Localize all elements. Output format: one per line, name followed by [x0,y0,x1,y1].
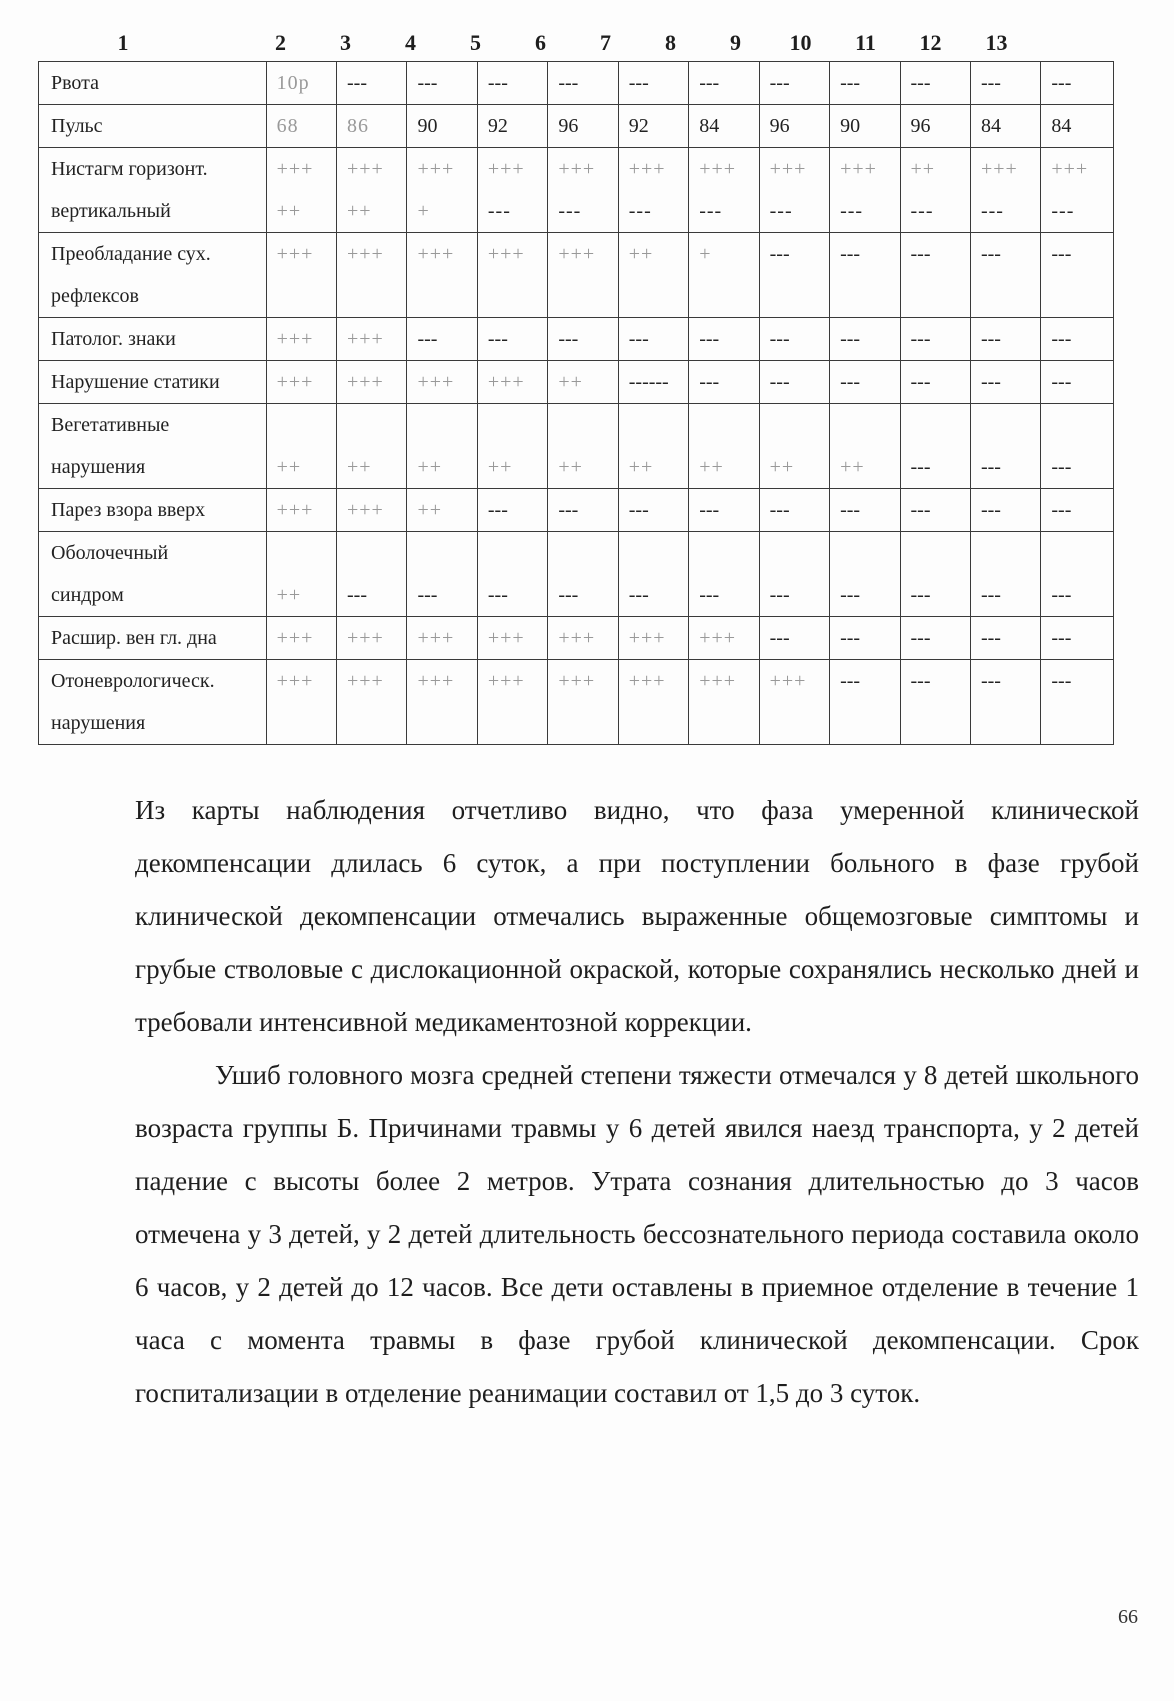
cell-line: ++ [910,158,936,180]
row-label-line: Вегетативные [51,414,170,436]
table-cell: --- [477,62,547,105]
table-cell: ++ [266,404,336,489]
cell-line: +++ [276,158,314,180]
table-cell [830,148,900,233]
column-number: 2 [275,30,286,55]
table-cell: 96 [548,105,618,148]
table-row [39,105,1114,148]
row-label-line: Расшир. вен гл. дна [51,627,217,649]
table-cell: +++ [407,660,477,745]
table-cell: 92 [618,105,688,148]
table-cell: --- [689,318,759,361]
table-cell: ------ [618,361,688,404]
table-cell: +++ [266,617,336,660]
row-label-line: Нарушение статики [51,371,220,393]
table-cell [1041,148,1114,233]
table-cell: --- [759,318,829,361]
cell-line: --- [558,200,582,222]
table-cell: --- [548,62,618,105]
paragraph: Ушиб головного мозга средней степени тяжести отмечался у 8 детей школьного возраста группы Б. Причинами травмы у 6 детей явился наезд транспорта, у 2 детей падение с высоты более 2 метров. Утрата сознания длительностью до 3 часов отмечена у 3 детей, у 2 детей длительность бессознательного периода составила около 6 часов, у 2 детей до 12 часов. Все дети оставлены в приемное отделение в течение 1 часа с момента травмы в фазе грубой клинической декомпенсации. Срок госпитализации в отделение реанимации составил от 1,5 до 3 суток. [135,1060,1139,1408]
table-cell: --- [970,617,1040,660]
table-cell: --- [1041,62,1114,105]
table-cell: --- [618,489,688,532]
table-row [39,404,1114,489]
table-cell: --- [1041,361,1114,404]
row-label-line: синдром [51,584,124,606]
row-label [39,62,267,105]
table-cell: ++ [689,404,759,489]
table-cell: +++ [477,233,547,318]
cell-line: --- [840,200,864,222]
table-cell: 96 [900,105,970,148]
row-label-line: Оболочечный [51,542,169,564]
table-cell [900,148,970,233]
row-label [39,361,267,404]
table-cell: ++ [548,361,618,404]
column-number: 11 [855,30,876,55]
table-cell: --- [1041,489,1114,532]
row-label [39,489,267,532]
cell-line: +++ [769,158,807,180]
table-cell: --- [830,62,900,105]
cell-line: ++ [347,200,372,222]
cell-line: +++ [980,158,1018,180]
table-cell: +++ [548,660,618,745]
column-number: 6 [535,30,546,55]
observation-table [38,61,1114,745]
row-label-line: Патолог. знаки [51,328,176,350]
table-cell: + [689,233,759,318]
table-cell: --- [618,62,688,105]
cell-line: +++ [699,158,737,180]
table-cell: --- [407,318,477,361]
table-row [39,489,1114,532]
table-cell [407,148,477,233]
cell-line: +++ [487,158,525,180]
table-cell: --- [477,318,547,361]
table-cell: --- [618,318,688,361]
table-cell: --- [407,62,477,105]
table-cell: +++ [266,361,336,404]
table-cell: --- [830,532,900,617]
cell-line: --- [487,200,511,222]
table-cell: +++ [618,660,688,745]
table-cell: +++ [337,660,407,745]
table-row [39,62,1114,105]
table-cell: --- [970,62,1040,105]
table-cell: +++ [266,489,336,532]
table-cell: ++ [618,404,688,489]
table-cell: --- [689,532,759,617]
table-cell: +++ [548,233,618,318]
table-cell: +++ [618,617,688,660]
table-cell: --- [618,532,688,617]
row-label [39,148,267,233]
cell-line: --- [980,200,1004,222]
cell-line: +++ [347,158,384,180]
table-cell: +++ [266,318,336,361]
cell-line: +++ [1051,158,1089,180]
table-cell: --- [759,233,829,318]
cell-line: +++ [628,158,666,180]
table-cell: 90 [830,105,900,148]
table-row [39,617,1114,660]
cell-line: + [417,200,430,222]
table-cell: --- [970,318,1040,361]
column-number: 7 [600,30,611,55]
table-cell: --- [759,62,829,105]
table-cell: --- [548,318,618,361]
table-cell: +++ [689,660,759,745]
table-cell: --- [900,532,970,617]
table-cell [548,148,618,233]
table-cell: --- [548,489,618,532]
cell-line: +++ [417,158,455,180]
row-label [39,105,267,148]
row-label-line: нарушения [51,456,146,478]
table-cell [266,148,336,233]
table-cell [970,148,1040,233]
row-label-line: Парез взора вверх [51,499,206,521]
cell-line: --- [1051,200,1075,222]
table-cell: --- [900,660,970,745]
table-cell: +++ [477,660,547,745]
column-number: 1 [117,30,129,55]
row-label [39,660,267,745]
table-cell: --- [759,489,829,532]
table-cell: ++ [759,404,829,489]
cell-line: --- [769,200,793,222]
table-cell: +++ [689,617,759,660]
column-number: 12 [919,30,942,55]
table-cell: 10р [266,62,336,105]
table-cell: --- [337,532,407,617]
column-number-row [38,30,1114,60]
table-cell: ++ [337,404,407,489]
table-row [39,233,1114,318]
page-number: 66 [1118,1606,1138,1628]
table-cell: ++ [266,532,336,617]
table-cell: 92 [477,105,547,148]
table-cell: --- [689,62,759,105]
row-label-line: Пульс [51,115,103,137]
table-cell: ++ [548,404,618,489]
column-number: 8 [665,30,676,55]
table-cell: --- [1041,404,1114,489]
table-cell: --- [337,62,407,105]
column-number: 5 [470,30,481,55]
table-cell: --- [759,532,829,617]
table-cell: --- [407,532,477,617]
table-cell: 96 [759,105,829,148]
table-cell [759,148,829,233]
table-cell: +++ [337,489,407,532]
table-cell: --- [477,532,547,617]
row-label-line: Рвота [51,72,100,94]
table-cell: --- [548,532,618,617]
column-number: 9 [730,30,741,55]
table-cell: ++ [407,404,477,489]
table-cell: ++ [407,489,477,532]
observation-table-body [39,62,1114,745]
cell-line: --- [699,200,723,222]
cell-line: +++ [840,158,877,180]
table-row [39,148,1114,233]
table-cell: ++ [477,404,547,489]
row-label-line: рефлексов [51,285,139,307]
table-cell: --- [970,532,1040,617]
paragraph: Из карты наблюдения отчетливо видно, что фаза умеренной клинической декомпенсации длилась 6 суток, а при поступлении больного в фазе грубой клинической декомпенсации отмечались выраженные общемозговые симптомы и грубые стволовые с дислокационной окраской, которые сохранялись несколько дней и требовали интенсивной медикаментозной коррекции. [135,795,1139,1037]
table-cell: 68 [266,105,336,148]
table-cell: 84 [689,105,759,148]
row-label [39,233,267,318]
table-cell: --- [1041,233,1114,318]
table-cell: ++ [618,233,688,318]
table-cell: --- [900,318,970,361]
row-label-line: вертикальный [51,200,171,222]
table-row [39,532,1114,617]
table-cell: +++ [407,617,477,660]
column-number: 13 [985,30,1008,55]
table-cell: --- [830,318,900,361]
table-cell: 86 [337,105,407,148]
table-cell: --- [1041,318,1114,361]
table-cell: +++ [407,233,477,318]
row-label-line: Отоневрологическ. [51,670,215,692]
table-cell [618,148,688,233]
table-row [39,660,1114,745]
table-cell [337,148,407,233]
row-label [39,532,267,617]
table-cell: --- [759,617,829,660]
table-cell: --- [900,361,970,404]
table-cell: --- [900,62,970,105]
cell-line: --- [910,200,934,222]
table-cell: --- [900,489,970,532]
table-cell: --- [1041,617,1114,660]
column-number: 4 [405,30,416,55]
table-row [39,361,1114,404]
table-cell: ++ [830,404,900,489]
row-label [39,404,267,489]
cell-line: --- [628,200,652,222]
table-cell: +++ [407,361,477,404]
body-text [135,784,1139,1420]
table-cell [689,148,759,233]
table-cell: --- [1041,660,1114,745]
table-cell: --- [1041,532,1114,617]
table-cell: --- [830,361,900,404]
table-cell: --- [970,489,1040,532]
table-cell: --- [830,617,900,660]
table-cell: --- [970,660,1040,745]
table-cell: --- [970,404,1040,489]
table-cell: --- [970,361,1040,404]
table-cell: +++ [337,361,407,404]
table-cell: +++ [477,617,547,660]
table-cell: 90 [407,105,477,148]
table-cell: +++ [548,617,618,660]
table-cell: 84 [1041,105,1114,148]
table-row [39,318,1114,361]
table-cell: --- [900,617,970,660]
table-cell: +++ [337,318,407,361]
column-number: 3 [340,30,351,55]
row-label-line: Преобладание сух. [51,243,211,265]
table-cell: --- [830,489,900,532]
table-cell: +++ [266,233,336,318]
table-cell: --- [477,489,547,532]
table-cell: +++ [477,361,547,404]
row-label-line: Нистагм горизонт. [51,158,208,180]
row-label-line: нарушения [51,712,146,734]
column-number: 10 [789,30,812,55]
table-cell: +++ [759,660,829,745]
table-cell: +++ [266,660,336,745]
table-cell: --- [900,404,970,489]
row-label [39,617,267,660]
table-cell: +++ [337,233,407,318]
table-cell [477,148,547,233]
table-cell: 84 [970,105,1040,148]
table-cell: --- [759,361,829,404]
table-cell: --- [689,489,759,532]
cell-line: +++ [558,158,596,180]
table-cell: --- [689,361,759,404]
table-cell: --- [900,233,970,318]
table-cell: --- [830,660,900,745]
table-cell: +++ [337,617,407,660]
table-cell: --- [970,233,1040,318]
table-cell: --- [830,233,900,318]
cell-line: ++ [276,200,302,222]
row-label [39,318,267,361]
